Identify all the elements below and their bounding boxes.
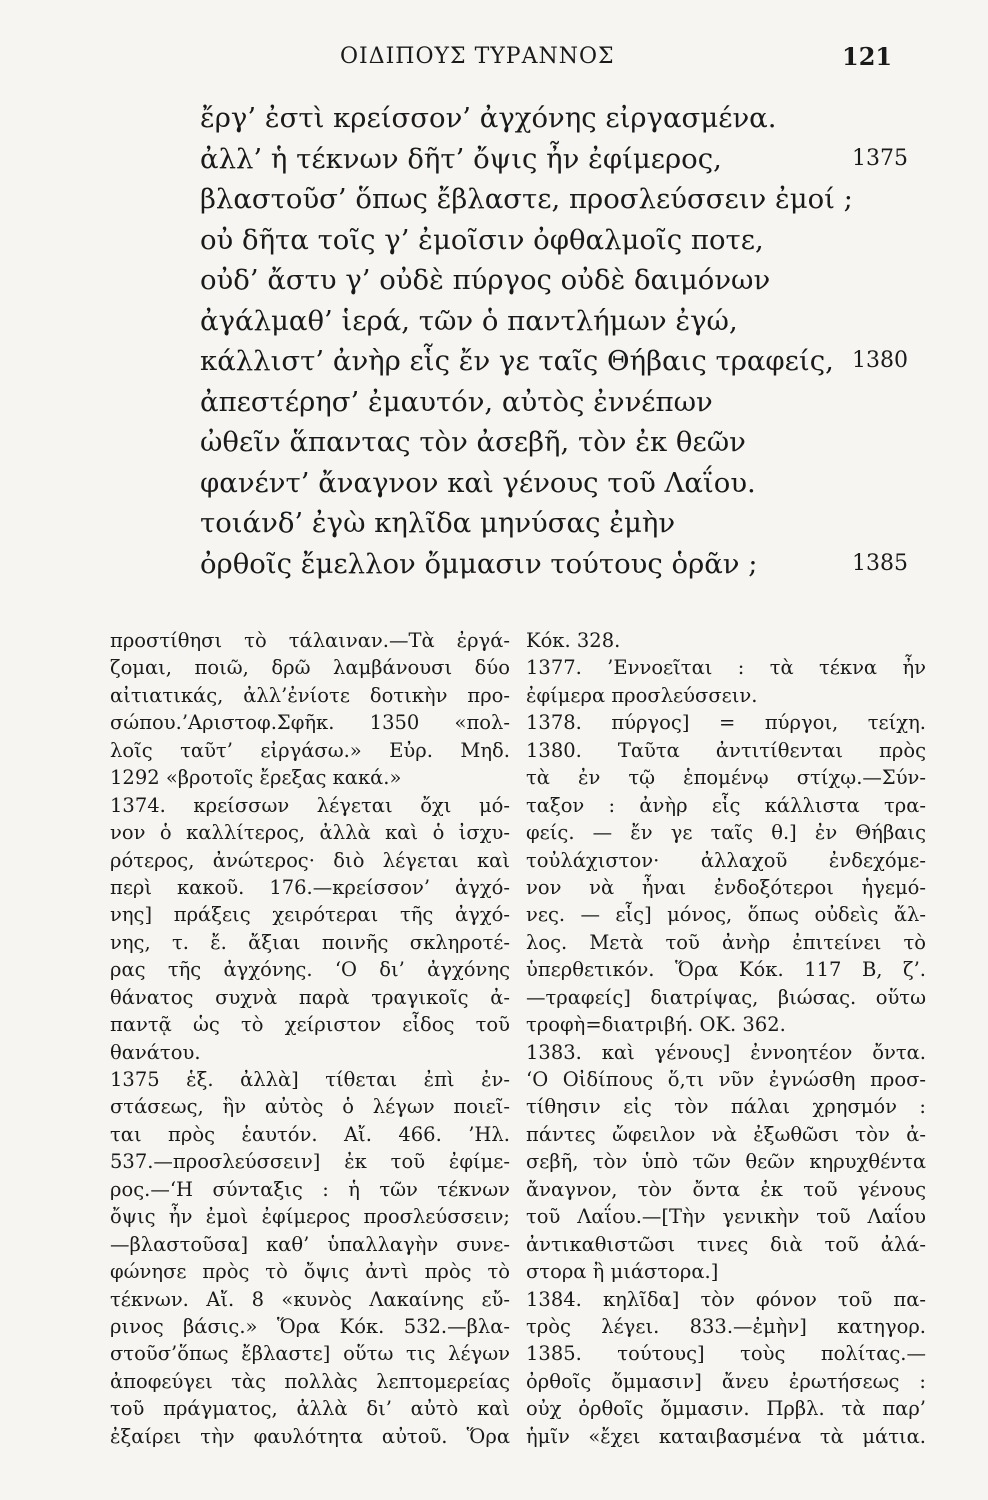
note-line: ζομαι, ποιῶ, δρῶ λαμβάνουσι δύο — [110, 656, 510, 680]
note-line: τοῦ πράγματος, ἀλλὰ δι’ αὐτὸ καὶ — [110, 1397, 510, 1421]
verse-line — [200, 341, 920, 382]
note-line: οὐχ ὀρθοῖς ὄμμασιν. Πρβλ. τὰ παρ’ — [526, 1397, 926, 1421]
note-line: λος. Μετὰ τοῦ ἀνὴρ ἐπιτείνει τὸ — [526, 930, 926, 954]
note-line: ρινος βάσις.» Ὅρα Κόκ. 532.—βλα- — [110, 1314, 510, 1338]
note-line: ὄψις ἦν ἐμοὶ ἐφίμερος προσλεύσσειν; — [110, 1205, 510, 1229]
note-line: 1375 ἑξ. ἀλλὰ] τίθεται ἐπὶ ἐν- — [110, 1068, 510, 1091]
note-line: στοῦσ’ὅπως ἔβλαστε] οὕτω τις λέγων — [110, 1342, 510, 1366]
note-line: νον ὁ καλλίτερος, ἀλλὰ καὶ ὁ ἰσχυ- — [110, 821, 510, 845]
note-line: ἀποφεύγει τὰς πολλὰς λεπτομερείας — [110, 1369, 510, 1393]
page-number: 121 — [842, 42, 893, 71]
note-line: ται πρὸς ἑαυτόν. Αἴ. 466. ’Ηλ. — [110, 1122, 510, 1146]
note-line: 1292 «βροτοῖς ἔρεξας κακά.» — [110, 766, 402, 790]
verse-text: κάλλιστ’ ἀνὴρ εἷς ἔν γε ταῖς Θήβαις τραφείς, — [200, 345, 834, 377]
verse-line — [200, 139, 920, 180]
verse-block — [200, 98, 920, 584]
verse-text: ὠθεῖν ἅπαντας τὸν ἀσεβῆ, τὸν ἐκ θεῶν — [200, 426, 746, 458]
note-line: προστίθησι τὸ τάλαιναν.—Τὰ ἐργά- — [110, 629, 510, 652]
note-line: ἐξαίρει τὴν φαυλότητα αὐτοῦ. Ὅρα — [110, 1424, 510, 1448]
note-line: στάσεως, ἣν αὐτὸς ὁ λέγων ποιεῖ- — [110, 1095, 510, 1119]
note-line: σεβῆ, τὸν ὑπὸ τῶν θεῶν κηρυχθέντα — [526, 1150, 926, 1174]
note-line: φώνησε πρὸς τὸ ὄψις ἀντὶ πρὸς τὸ — [110, 1260, 510, 1284]
verse-text: οὐδ’ ἄστυ γ’ οὐδὲ πύργος οὐδὲ δαιμόνων — [200, 264, 771, 296]
note-line: νης, τ. ἔ. ἄξιαι ποινῆς σκληροτέ- — [110, 930, 510, 954]
note-line: τροφὴ=διατριβή. ΟΚ. 362. — [526, 1013, 786, 1037]
verse-text: οὐ δῆτα τοῖς γ’ ἐμοῖσιν ὀφθαλμοῖς ποτε, — [200, 223, 764, 256]
verse-text: ἀγάλμαθ’ ἱερά, τῶν ὁ παντλήμων ἐγώ, — [200, 304, 738, 337]
verse-text: ἔργ’ ἐστὶ κρείσσον’ ἀγχόνης εἰργασμένα. — [200, 102, 777, 134]
verse-line — [200, 220, 920, 261]
note-line: ρος.—‘Η σύνταξις : ἡ τῶν τέκνων — [110, 1177, 510, 1201]
verse-line — [200, 463, 920, 504]
verse-text: βλαστοῦσ’ ὅπως ἔβλαστε, προσλεύσσειν ἐμοί ; — [200, 183, 853, 215]
note-line: θάνατος συχνὰ παρὰ τραγικοῖς ἀ- — [110, 985, 510, 1009]
line-number: 1385 — [852, 550, 908, 576]
running-header-title: ΟΙΔΙΠΟΥΣ ΤΥΡΑΝΝΟΣ — [340, 44, 615, 69]
line-number: 1380 — [852, 348, 908, 373]
note-line: πάντες ὤφειλον νὰ ἐξωθῶσι τὸν ἀ- — [526, 1122, 926, 1146]
note-line: ἡμῖν «ἔχει καταιβασμένα τὰ μάτια. — [526, 1424, 926, 1448]
verse-text: ἀπεστέρησ’ ἐμαυτόν, αὐτὸς ἐννέπων — [200, 385, 713, 418]
commentary-left-column — [110, 627, 510, 1450]
note-line: παντᾷ ὡς τὸ χείριστον εἶδος τοῦ — [110, 1013, 510, 1037]
note-line: ὑπερθετικόν. Ὅρα Κόκ. 117 Β, ζ’. — [526, 958, 926, 982]
verse-line — [200, 98, 920, 139]
note-line: φείς. — ἔν γε ταῖς θ.] ἐν Θήβαις — [526, 821, 926, 845]
note-line: 1383. καὶ γένους] ἐννοητέον ὄντα. — [526, 1040, 926, 1064]
note-line: 1378. πύργος] = πύργοι, τείχη. — [526, 711, 926, 735]
note-line: ταξον : ἀνὴρ εἷς κάλλιστα τρα- — [526, 793, 926, 817]
note-line: θανάτου. — [110, 1040, 201, 1064]
note-line: σώπου.’Αριστοφ.Σφῆκ. 1350 «πολ- — [110, 711, 510, 735]
verse-line — [200, 179, 920, 220]
note-line: —βλαστοῦσα] καθ’ ὑπαλλαγὴν συνε- — [110, 1232, 510, 1256]
note-line: 537.—προσλεύσσειν] ἐκ τοῦ ἐφίμε- — [110, 1150, 510, 1174]
verse-line — [200, 301, 920, 342]
note-line: 1380. Ταῦτα ἀντιτίθενται πρὸς — [526, 738, 926, 762]
note-line: ‘Ο Οἰδίπους ὅ,τι νῦν ἐγνώσθη προσ- — [526, 1068, 926, 1091]
note-line: τέκνων. Αἴ. 8 «κυνὸς Λακαίνης εὔ- — [110, 1287, 510, 1311]
note-line: αἰτιατικάς, ἀλλ’ἐνίοτε δοτικὴν προ- — [110, 683, 510, 707]
note-line: 1384. κηλῖδα] τὸν φόνον τοῦ πα- — [526, 1287, 926, 1311]
note-line: ρότερος, ἀνώτερος· διὸ λέγεται καὶ — [110, 848, 510, 872]
note-line: νης] πράξεις χειρότεραι τῆς ἀγχό- — [110, 903, 510, 927]
verse-text: τοιάνδ’ ἐγὼ κηλῖδα μηνύσας ἐμὴν — [200, 507, 676, 539]
verse-line — [200, 422, 920, 463]
note-line: 1377. ’Εννοεῖται : τὰ τέκνα ἦν — [526, 656, 926, 680]
note-line: 1374. κρείσσων λέγεται ὄχι μό- — [110, 793, 510, 817]
note-line: περὶ κακοῦ. 176.—κρείσσον’ ἀγχό- — [110, 875, 510, 899]
note-line: νες. — εἷς] μόνος, ὅπως οὐδεὶς ἄλ- — [526, 903, 926, 927]
note-line: τὰ ἐν τῷ ἑπομένῳ στίχῳ.—Σύν- — [526, 766, 926, 790]
line-number: 1375 — [852, 145, 908, 171]
note-line: λοῖς ταῦτ’ εἰργάσω.» Εὐρ. Μηδ. — [110, 738, 510, 762]
note-line: ἄναγνον, τὸν ὄντα ἐκ τοῦ γένους — [526, 1177, 926, 1201]
verse-line — [200, 260, 920, 301]
note-line: νον νὰ ἦναι ἐνδοξότεροι ἡγεμό- — [526, 875, 926, 899]
note-line: τίθησιν εἰς τὸν πάλαι χρησμόν : — [526, 1095, 926, 1119]
note-line: τοὐλάχιστον· ἀλλαχοῦ ἐνδεχόμε- — [526, 848, 926, 872]
note-line: 1385. τούτους] τοὺς πολίτας.— — [526, 1342, 926, 1366]
verse-line — [200, 503, 920, 544]
note-line: ρας τῆς ἀγχόνης. ‘Ο δι’ ἀγχόνης — [110, 958, 510, 982]
note-line: —τραφείς] διατρίψας, βιώσας. οὕτω — [526, 985, 926, 1009]
verse-line — [200, 382, 920, 423]
commentary-right-column — [526, 627, 926, 1450]
note-line: στορα ἢ μιάστορα.] — [526, 1260, 719, 1284]
note-line: Κόκ. 328. — [526, 629, 621, 652]
note-line: τοῦ Λαΐου.—[Τὴν γενικὴν τοῦ Λαΐου — [526, 1205, 926, 1229]
note-line: ἀντικαθιστῶσι τινες διὰ τοῦ ἀλά- — [526, 1232, 926, 1256]
note-line: ὀρθοῖς ὄμμασιν] ἄνευ ἐρωτήσεως : — [526, 1369, 926, 1393]
verse-text: ὀρθοῖς ἔμελλον ὄμμασιν τούτους ὁρᾶν ; — [200, 547, 758, 580]
verse-text: ἀλλ’ ἡ τέκνων δῆτ’ ὄψις ἦν ἐφίμερος, — [200, 142, 722, 175]
verse-text: φανέντ’ ἄναγνον καὶ γένους τοῦ Λαΐου. — [200, 466, 756, 499]
verse-line — [200, 544, 920, 585]
note-line: ἐφίμερα προσλεύσσειν. — [526, 683, 758, 707]
note-line: τρὸς λέγει. 833.—ἐμὴν] κατηγορ. — [526, 1314, 926, 1338]
